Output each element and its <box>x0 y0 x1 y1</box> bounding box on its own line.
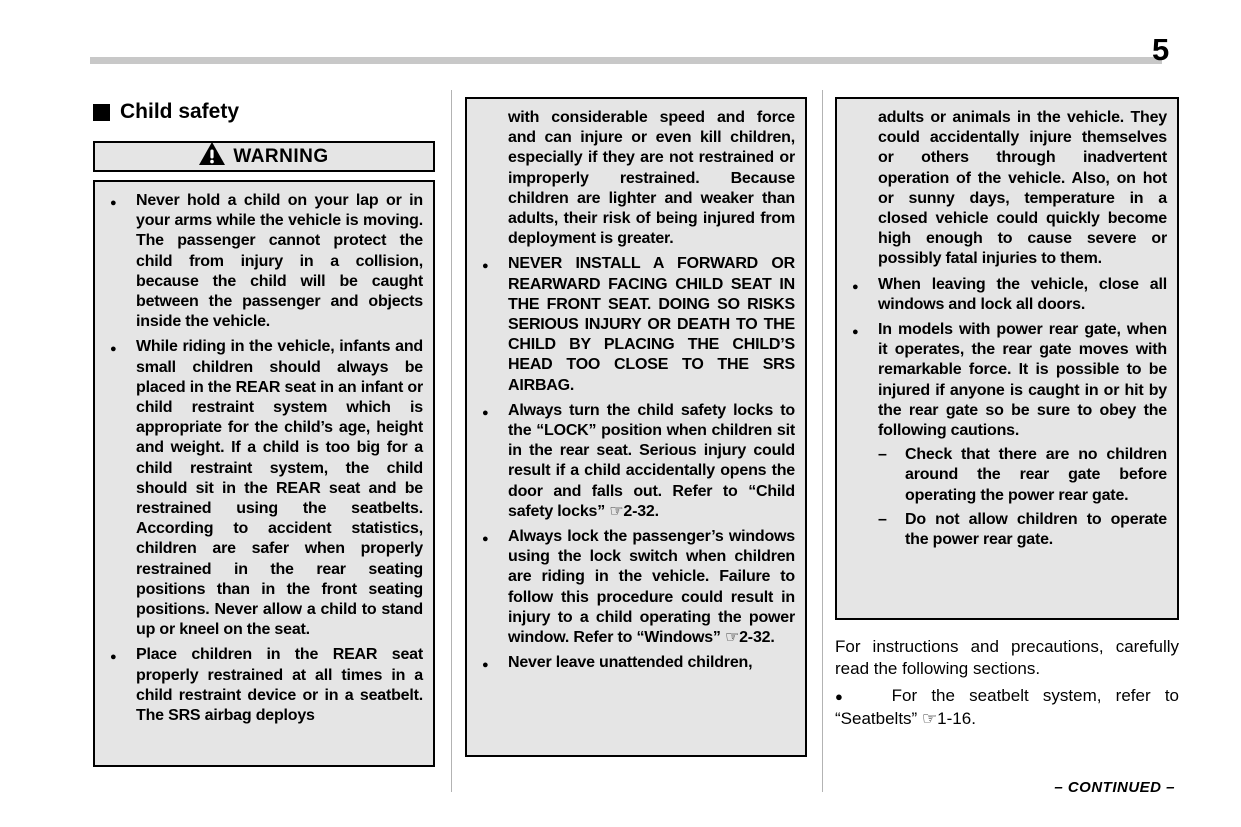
warning-bullet-item <box>95 645 433 726</box>
warning-triangle-icon <box>199 142 225 171</box>
warning-title: WARNING <box>233 145 329 167</box>
warning-item-text: Place children in the REAR seat properly restrained at all times in a child restraint device or in a seatbelt. The SRS airbag deploys <box>136 646 423 725</box>
warning-item-text: While riding in the vehicle, infants and small children should always be placed in the REAR seat in an infant or child restraint system which is appropriate for the child’s age, height and weight. If a child is too big for a child restraint system, the child should sit in the REAR seat and be restrained using the seatbelts. According to accident statistics, children are safer when properly restrained in the rear seating positions than in the front seating positions. Never allow a child to stand up or kneel on the seat. <box>136 338 423 639</box>
warning-box-left-column <box>93 180 435 767</box>
warning-bullet-item <box>95 191 433 332</box>
warning-title-box <box>93 141 435 172</box>
header-rule <box>90 57 1162 64</box>
warning-continuation-paragraph <box>837 108 1177 270</box>
warning-bullet-item <box>467 254 805 395</box>
warning-bullet-item <box>467 401 805 522</box>
section-square-icon <box>93 104 110 121</box>
warning-item-text: with considerable speed and force and can injure or even kill children, especially if they are not restrained or improperly restrained. Because children are lighter and weaker than adults, their risk of being injured from deployment is greater. <box>508 109 795 248</box>
warning-sub-item <box>878 445 1167 506</box>
right-column <box>835 97 1179 730</box>
column-separator <box>451 90 452 792</box>
warning-box-right-column <box>835 97 1179 620</box>
warning-bullet-item <box>95 337 433 640</box>
warning-sub-item <box>878 510 1167 550</box>
warning-item-text: adults or animals in the vehicle. They could accidentally injure themselves or others through inadvertent operation of the vehicle. Also, on hot or sunny days, temperature in a closed vehicle could quickly become high enough to cause severe or possibly fatal injuries to them. <box>878 109 1167 268</box>
warning-item-text: Never hold a child on your lap or in your arms while the vehicle is moving. The passenger cannot protect the child from injury in a collision, because the child will be caught between the passenger and objects inside the vehicle. <box>136 192 423 331</box>
warning-item-text: When leaving the vehicle, close all windows and lock all doors. <box>878 275 1167 313</box>
warning-bullet-item <box>467 653 805 673</box>
footer-bullet-item <box>835 685 1179 730</box>
warning-sub-item-text: Do not allow children to operate the power rear gate. <box>905 510 1167 549</box>
warning-continuation-paragraph <box>467 108 805 249</box>
warning-box-middle-column <box>465 97 807 757</box>
warning-item-text: Always turn the child safety locks to the “LOCK” position when children sit in the rear seat. Serious injury could result if a child accidentally opens the door and falls out. Refer to “Child safety locks” ☞2-32. <box>508 401 795 520</box>
warning-bullet-item <box>837 275 1177 315</box>
section-title: Child safety <box>120 100 240 123</box>
warning-item-text: NEVER INSTALL A FORWARD OR REARWARD FACING CHILD SEAT IN THE FRONT SEAT. DOING SO RISKS SERIOUS INJURY OR DEATH TO THE CHILD BY PLACING THE CHILD’S HEAD TOO CLOSE TO THE SRS AIRBAG. <box>508 255 795 394</box>
section-heading <box>93 100 239 124</box>
warning-item-text: Always lock the passenger’s windows using the lock switch when children are riding in the vehicle. Failure to follow this procedure could result in injury to a child operating the power window. Refer to “Windows” ☞2-32. <box>508 528 795 647</box>
warning-item-text: Never leave unattended children, <box>508 654 753 672</box>
footer-text-block <box>835 636 1179 730</box>
warning-item-text: In models with power rear gate, when it operates, the rear gate moves with remarkable force. It is possible to be injured if anyone is caught in or hit by the rear gate so be sure to obey the following cautions. <box>878 321 1167 440</box>
footer-bullet-text: For the seatbelt system, refer to “Seatbelts” ☞1-16. <box>835 686 1180 728</box>
footer-intro: For instructions and precautions, carefully read the following sections. <box>835 637 1179 678</box>
warning-sub-item-text: Check that there are no children around the rear gate before operating the power rear gate. <box>905 446 1167 504</box>
column-separator <box>822 90 823 792</box>
page-number: 5 <box>1152 32 1170 67</box>
warning-bullet-item <box>467 527 805 648</box>
warning-bullet-item <box>837 320 1177 550</box>
continued-label: – CONTINUED – <box>1054 779 1175 796</box>
